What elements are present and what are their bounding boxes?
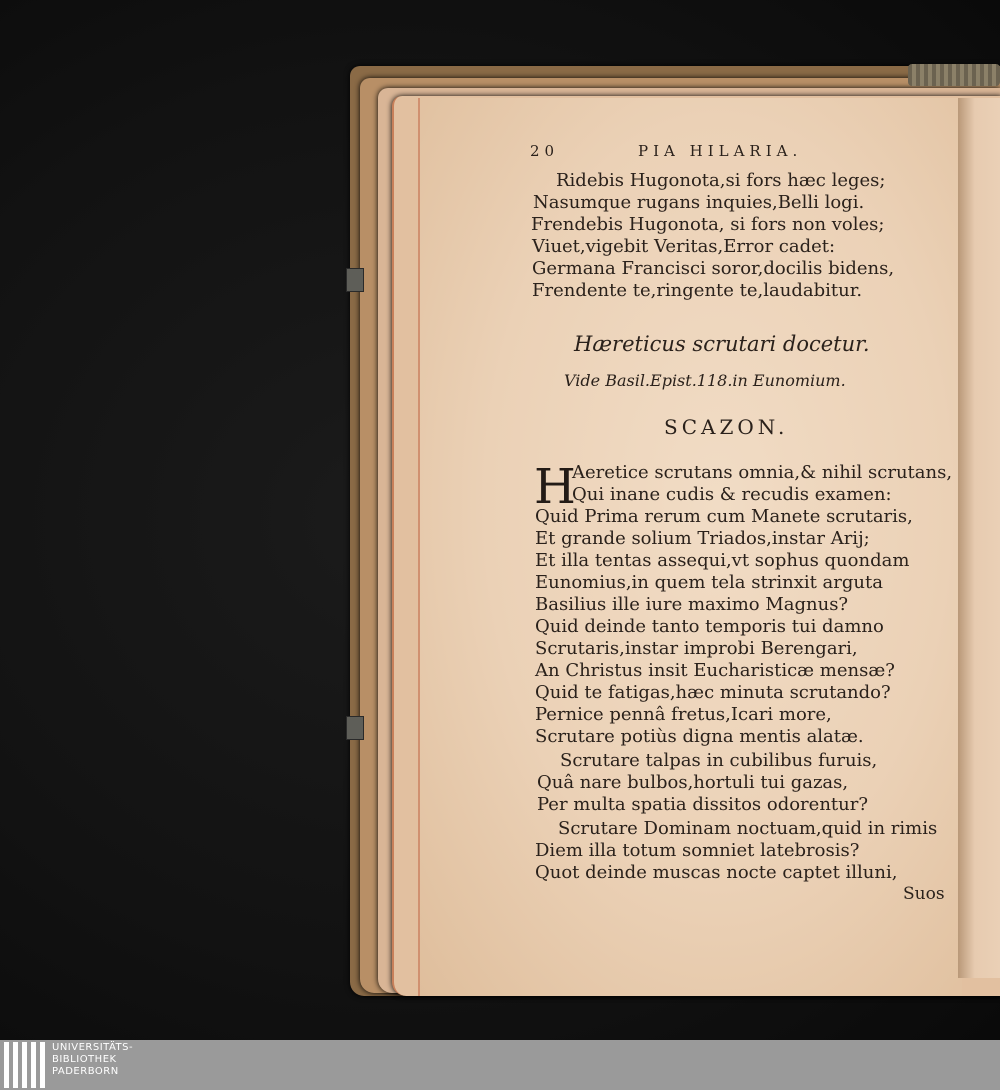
clasp-top — [346, 268, 364, 292]
poem-line: Quot deinde muscas nocte captet illuni, — [535, 862, 898, 883]
poem-line: Quid Prima rerum cum Manete scrutaris, — [535, 506, 913, 527]
logo-text-line1: UNIVERSITÄTS- — [52, 1042, 134, 1053]
poem-line: Scrutare potiùs digna mentis alatæ. — [535, 726, 864, 747]
poem-line: Scrutare Dominam noctuam,quid in rimis — [558, 818, 938, 839]
poem-line: Quid deinde tanto temporis tui damno — [535, 616, 884, 637]
stanza-line: Frendente te,ringente te,laudabitur. — [532, 280, 863, 301]
page-number: 20 — [530, 142, 560, 160]
library-logo-icon — [4, 1042, 48, 1088]
stanza-line: Ridebis Hugonota,si fors hæc leges; — [556, 170, 886, 191]
poem-line: Et illa tentas assequi,vt sophus quondam — [535, 550, 910, 571]
poem-line: Et grande solium Triados,instar Arij; — [535, 528, 870, 549]
catchword: Suos — [903, 884, 945, 904]
stanza-line: Nasumque rugans inquies,Belli logi. — [533, 192, 865, 213]
logo-text-line3: PADERBORN — [52, 1066, 119, 1077]
meter-heading: SCAZON. — [664, 415, 789, 439]
poem-line: Scrutaris,instar improbi Berengari, — [535, 638, 858, 659]
clasp-bottom — [346, 716, 364, 740]
stanza-line: Viuet,vigebit Veritas,Error cadet: — [532, 236, 836, 257]
drop-cap: H — [534, 459, 576, 515]
logo-text-line2: BIBLIOTHEK — [52, 1054, 117, 1065]
section-title: Hæreticus scrutari docetur. — [574, 332, 870, 356]
poem-line: Aeretice scrutans omnia,& nihil scrutans, — [572, 462, 953, 483]
poem-line: Quâ nare bulbos,hortuli tui gazas, — [537, 772, 849, 793]
stanza-line: Frendebis Hugonota, si fors non voles; — [531, 214, 885, 235]
poem-line: Per multa spatia dissitos odorentur? — [537, 794, 868, 815]
poem-line: Qui inane cudis & recudis examen: — [572, 484, 892, 505]
poem-line: Pernice pennâ fretus,Icari more, — [535, 704, 832, 725]
poem-line: Quid te fatigas,hæc minuta scrutando? — [535, 682, 891, 703]
running-title: PIA HILARIA. — [638, 142, 803, 160]
section-reference: Vide Basil.Epist.118.in Eunomium. — [564, 371, 846, 390]
poem-line: An Christus insit Eucharisticæ mensæ? — [535, 660, 895, 681]
poem-line: Eunomius,in quem tela strinxit arguta — [535, 572, 883, 593]
footer-bar — [0, 1040, 1000, 1090]
facing-page-edge — [958, 98, 1000, 978]
headband — [908, 64, 1000, 86]
poem-line: Basilius ille iure maximo Magnus? — [535, 594, 849, 615]
poem-line: Scrutare talpas in cubilibus furuis, — [560, 750, 878, 771]
stanza-line: Germana Francisci soror,docilis bidens, — [532, 258, 895, 279]
poem-line: Diem illa totum somniet latebrosis? — [535, 840, 860, 861]
